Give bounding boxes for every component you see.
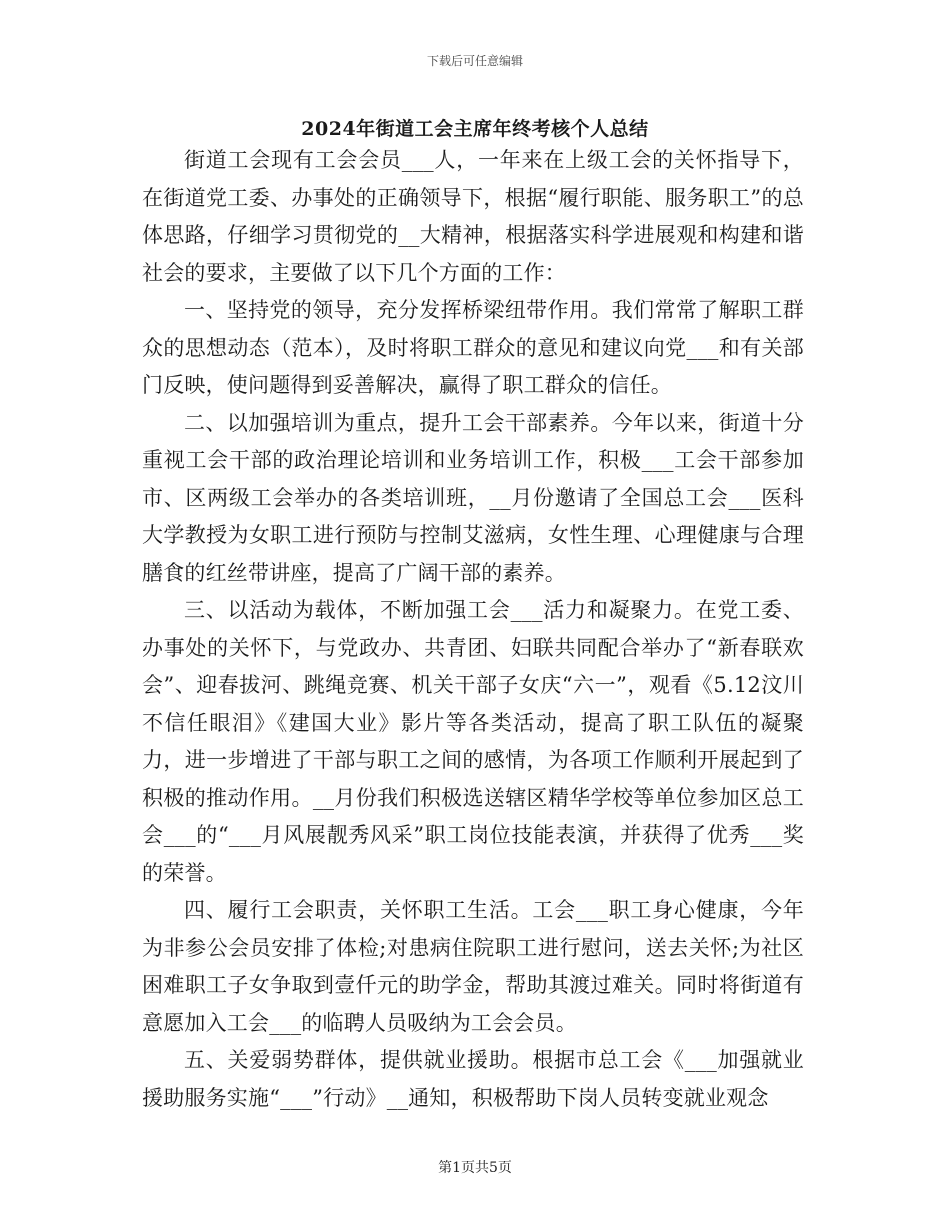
document-body xyxy=(142,142,804,1117)
header-note: 下载后可任意编辑 xyxy=(426,54,523,68)
paragraph-intro: 街道工会现有工会会员___人，一年来在上级工会的关怀指导下，在街道党工委、办事处的正确领导下，根据“履行职能、服务职工”的总体思路，仔细学习贯彻党的__大精神，根据落实科学进展观和构建和谐社会的要求，主要做了以下几个方面的工作： xyxy=(142,148,804,285)
page-indicator: 第1页共5页 xyxy=(438,1160,512,1176)
paragraph-section-5: 五、关爱弱势群体，提供就业援助。根据市总工会《___加强就业援助服务实施“___”行动》__通知，积极帮助下岗人员转变就业观念 xyxy=(142,1048,804,1110)
paragraph-section-3: 三、以活动为载体，不断加强工会___活力和凝聚力。在党工委、办事处的关怀下，与党政办、共青团、妇联共同配合举办了“新春联欢会”、迎春拔河、跳绳竞赛、机关干部子女庆“六一”，观看《5.12汶川不信任眼泪》《建国大业》影片等各类活动，提高了职工队伍的凝聚力，进一步增进了干部与职工之间的感情，为各项工作顺利开展起到了积极的推动作用。__月份我们积极选送辖区精华学校等单位参加区总工会___的“___月风展靓秀风采”职工岗位技能表演，并获得了优秀___奖的荣誉。 xyxy=(142,598,804,885)
paragraph-section-4: 四、履行工会职责，关怀职工生活。工会___职工身心健康，今年为非参公会员安排了体检;对患病住院职工进行慰问，送去关怀;为社区困难职工子女争取到壹仟元的助学金，帮助其渡过难关。同时将街道有意愿加入工会___的临聘人员吸纳为工会会员。 xyxy=(142,898,804,1035)
document-title: 2024年街道工会主席年终考核个人总结 xyxy=(301,118,649,140)
paragraph-section-2: 二、以加强培训为重点，提升工会干部素养。今年以来，街道十分重视工会干部的政治理论培训和业务培训工作，积极___工会干部参加市、区两级工会举办的各类培训班，__月份邀请了全国总工会___医科大学教授为女职工进行预防与控制艾滋病，女性生理、心理健康与合理膳食的红丝带讲座，提高了广阔干部的素养。 xyxy=(142,410,804,585)
paragraph-section-1: 一、坚持党的领导，充分发挥桥梁纽带作用。我们常常了解职工群众的思想动态（范本），及时将职工群众的意见和建议向党___和有关部门反映，使问题得到妥善解决，赢得了职工群众的信任。 xyxy=(142,298,804,397)
